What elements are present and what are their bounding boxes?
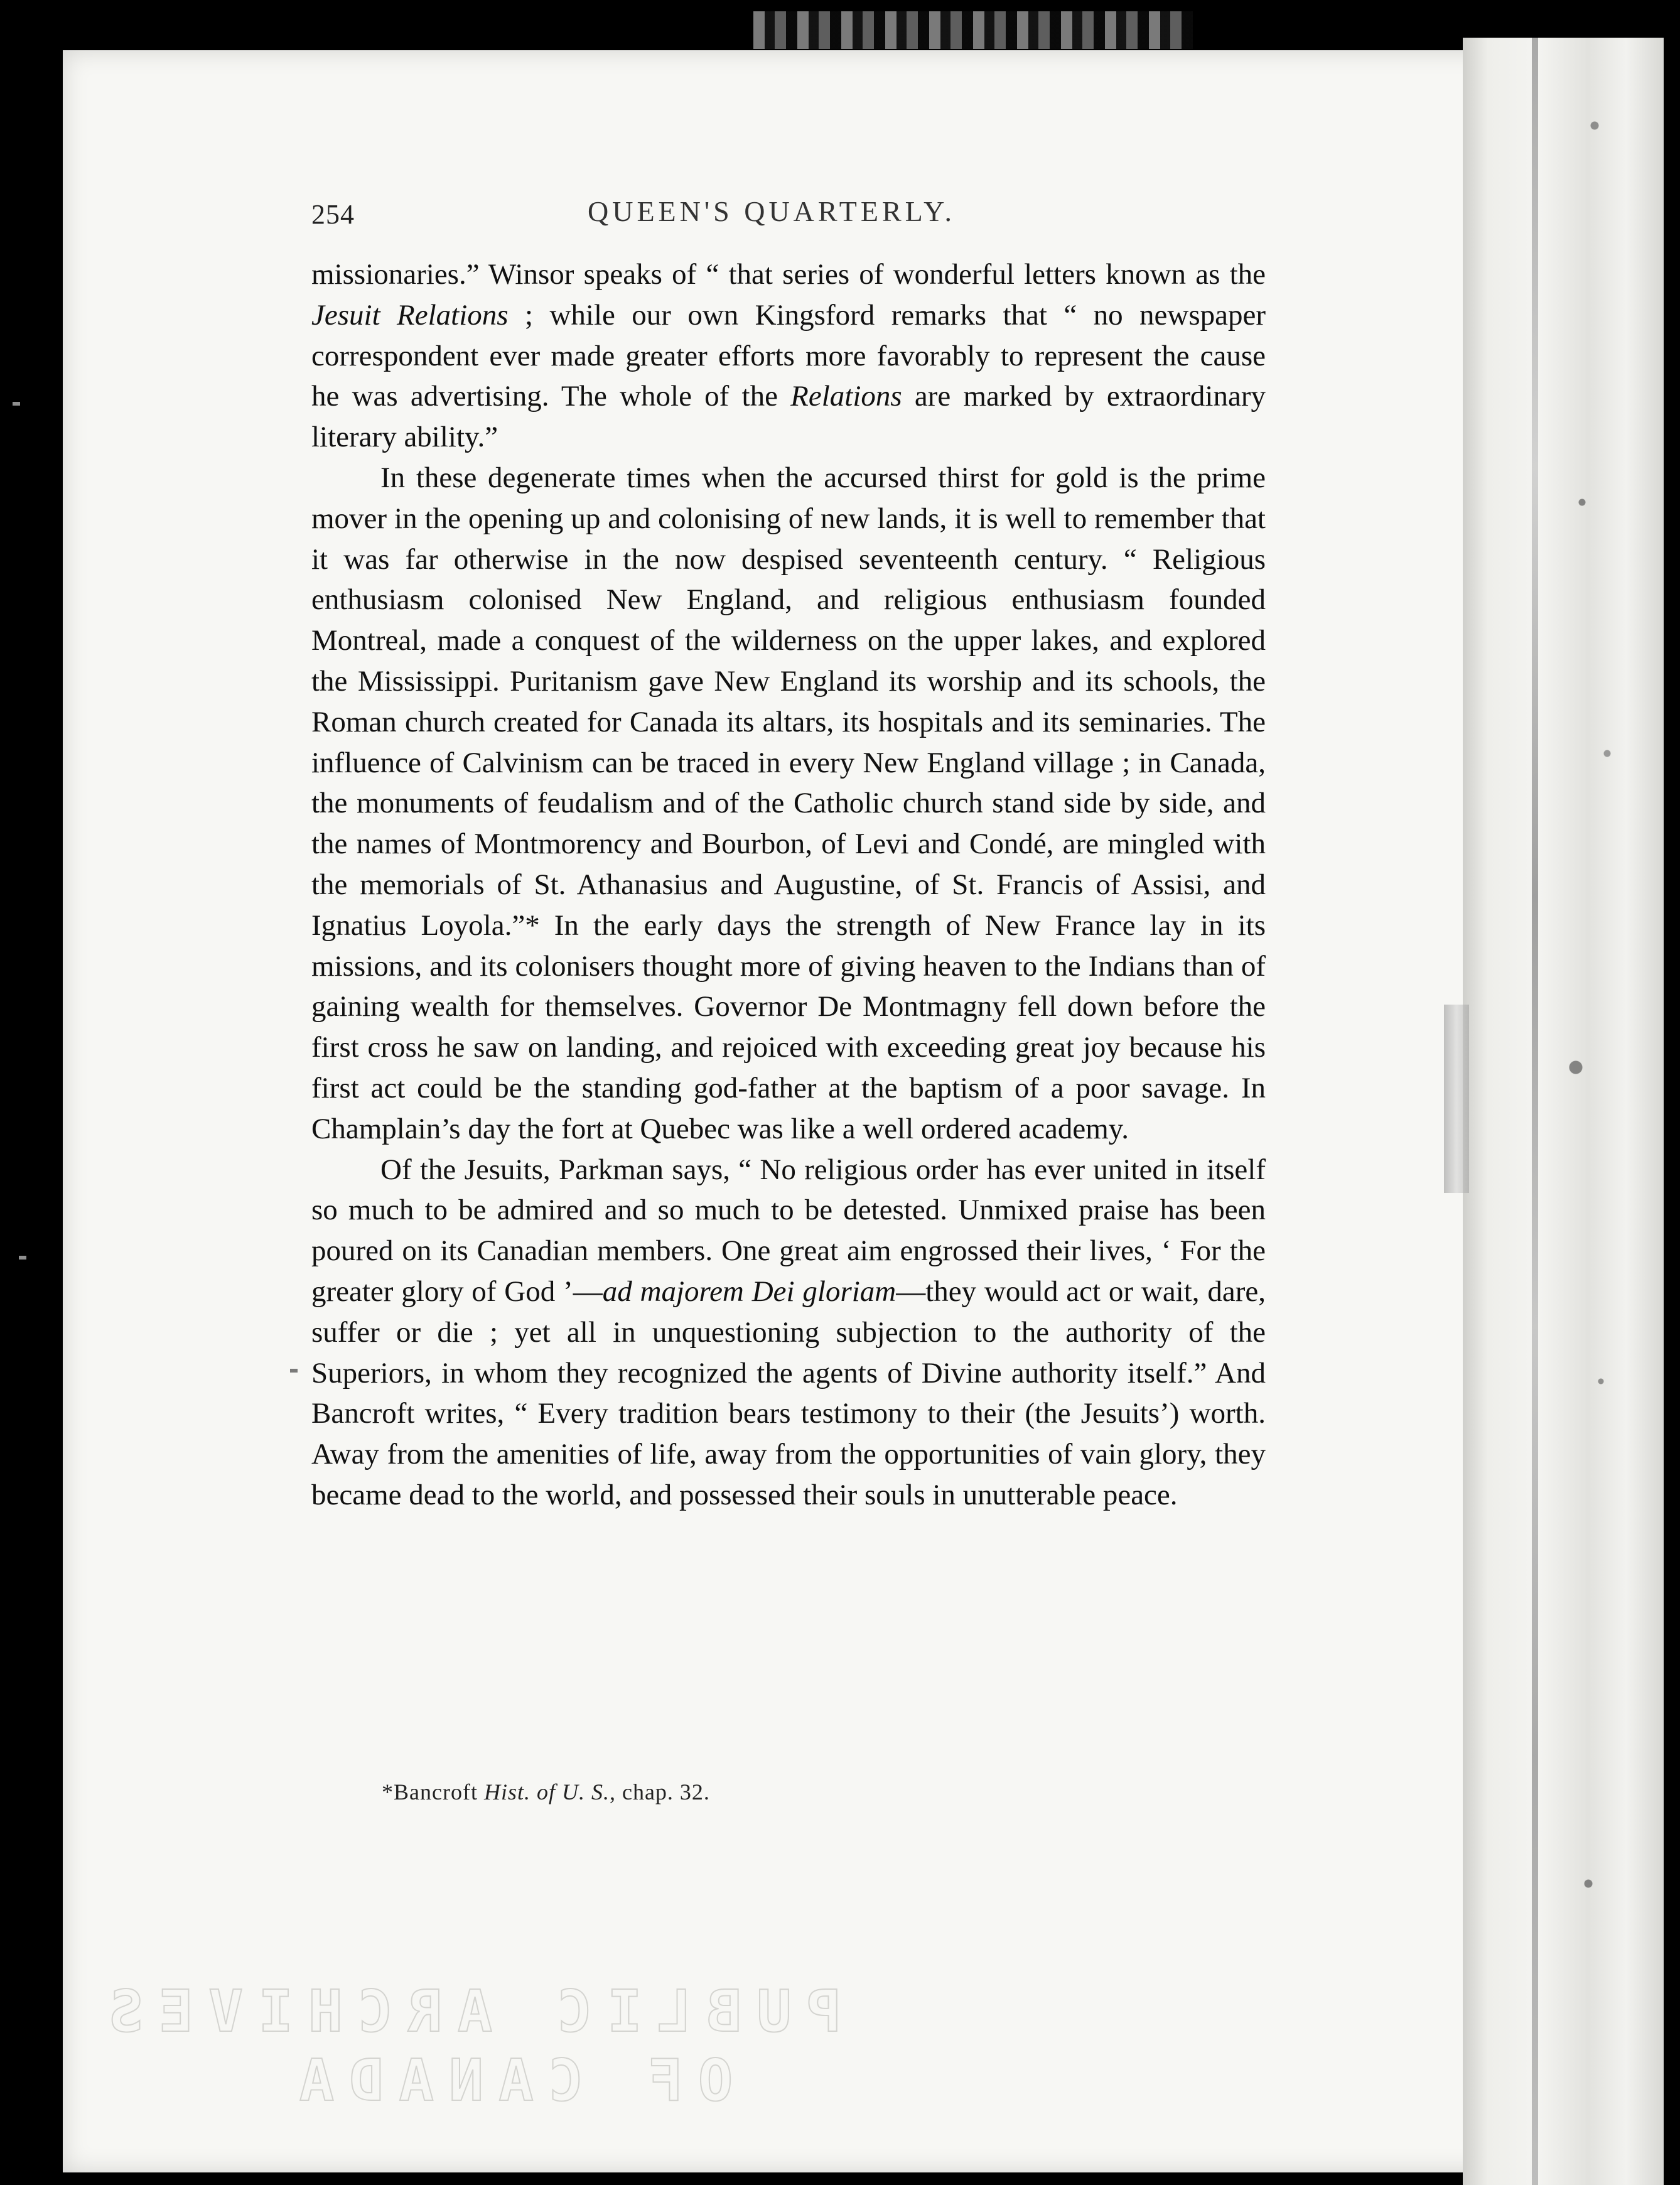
italic-text: ad majorem Dei gloriam [602, 1275, 897, 1308]
italic-text: Hist. of U. S. [483, 1779, 610, 1805]
italic-text: Jesuit Relations [311, 298, 509, 332]
edge-speck [19, 1256, 26, 1260]
text-run: —they would act or wait, dare, suffer or die ; yet all in unquestioning subjection to the authority of the Superiors, in whom they recognized the agents of Divine authority itself.” And Bancroft writes, “ Every tradition bears testimony to their (the Jesuits’) worth. Away from the amenities of life, away from the opportunities of vain glory, they became dead to the world, and possessed their souls in unutterable peace. [311, 1275, 1266, 1511]
paragraph-2 [311, 458, 1266, 1150]
running-head: QUEEN'S QUARTERLY. [588, 195, 956, 227]
paragraph-1 [311, 254, 1266, 458]
text-run: *Bancroft [382, 1779, 484, 1805]
scan-top-torn-edge [753, 11, 1193, 49]
paragraph-3 [311, 1150, 1266, 1516]
text-run: , chap. 32. [609, 1779, 710, 1805]
stamp-line-2: OF CANADA [284, 2047, 733, 2114]
fold-crease [1532, 38, 1538, 2185]
footnote [382, 1779, 710, 1805]
archive-stamp [94, 1978, 841, 2122]
margin-speck [290, 1369, 298, 1373]
page-number: 254 [311, 199, 355, 230]
torn-edge-mark [1444, 1005, 1469, 1193]
text-run: ; while our own Kingsford remarks that “ no newspaper correspondent ever made greater efforts more favorably to represent the cause he was advertising. The whole of the [311, 298, 1266, 413]
stamp-line-1: PUBLIC ARCHIVES [94, 1978, 841, 2045]
text-run: are marked by extraordinary literary ability.” [311, 380, 1266, 454]
italic-text: Relations [790, 380, 902, 413]
fold-marks [1557, 0, 1657, 2185]
text-run: Of the Jesuits, Parkman says, “ No religious order has ever united in itself so much to be admired and so much to be detested. Unmixed praise has been poured on its Canadian members. One great aim engrossed their lives, ‘ For the greater glory of God ’— [311, 1153, 1266, 1308]
body-text [311, 254, 1266, 1516]
text-run: missionaries.” Winsor speaks of “ that series of wonderful letters known as the [311, 258, 1266, 291]
edge-speck [13, 402, 20, 406]
text-run: In these degenerate times when the accursed thirst for gold is the prime mover in the opening up and colonising of new lands, it is well to remember that it was far otherwise in the now despised seventeenth century. “ Religious enthusiasm colonised New England, and religious enthusiasm founded Montreal, made a conquest of the wilderness on the upper lakes, and explored the Mississippi. Puritanism gave New England its worship and its schools, the Roman church created for Canada its altars, its hospitals and its seminaries. The influence of Calvinism can be traced in every New England village ; in Canada, the monuments of feudalism and of the Catholic church stand side by side, and the names of Montmorency and Bourbon, of Levi and Condé, are mingled with the memorials of St. Athanasius and Augustine, of St. Francis of Assisi, and Ignatius Loyola.”* In the early days the strength of New France lay in its missions, and its colonisers thought more of giving heaven to the Indians than of gaining wealth for themselves. Governor De Montmagny fell down before the first cross he saw on landing, and rejoiced with exceeding great joy because his first act could be the standing god-father at the baptism of a poor savage. In Champlain’s day the fort at Quebec was like a well ordered academy. [311, 461, 1266, 1145]
page-header [311, 195, 1316, 239]
